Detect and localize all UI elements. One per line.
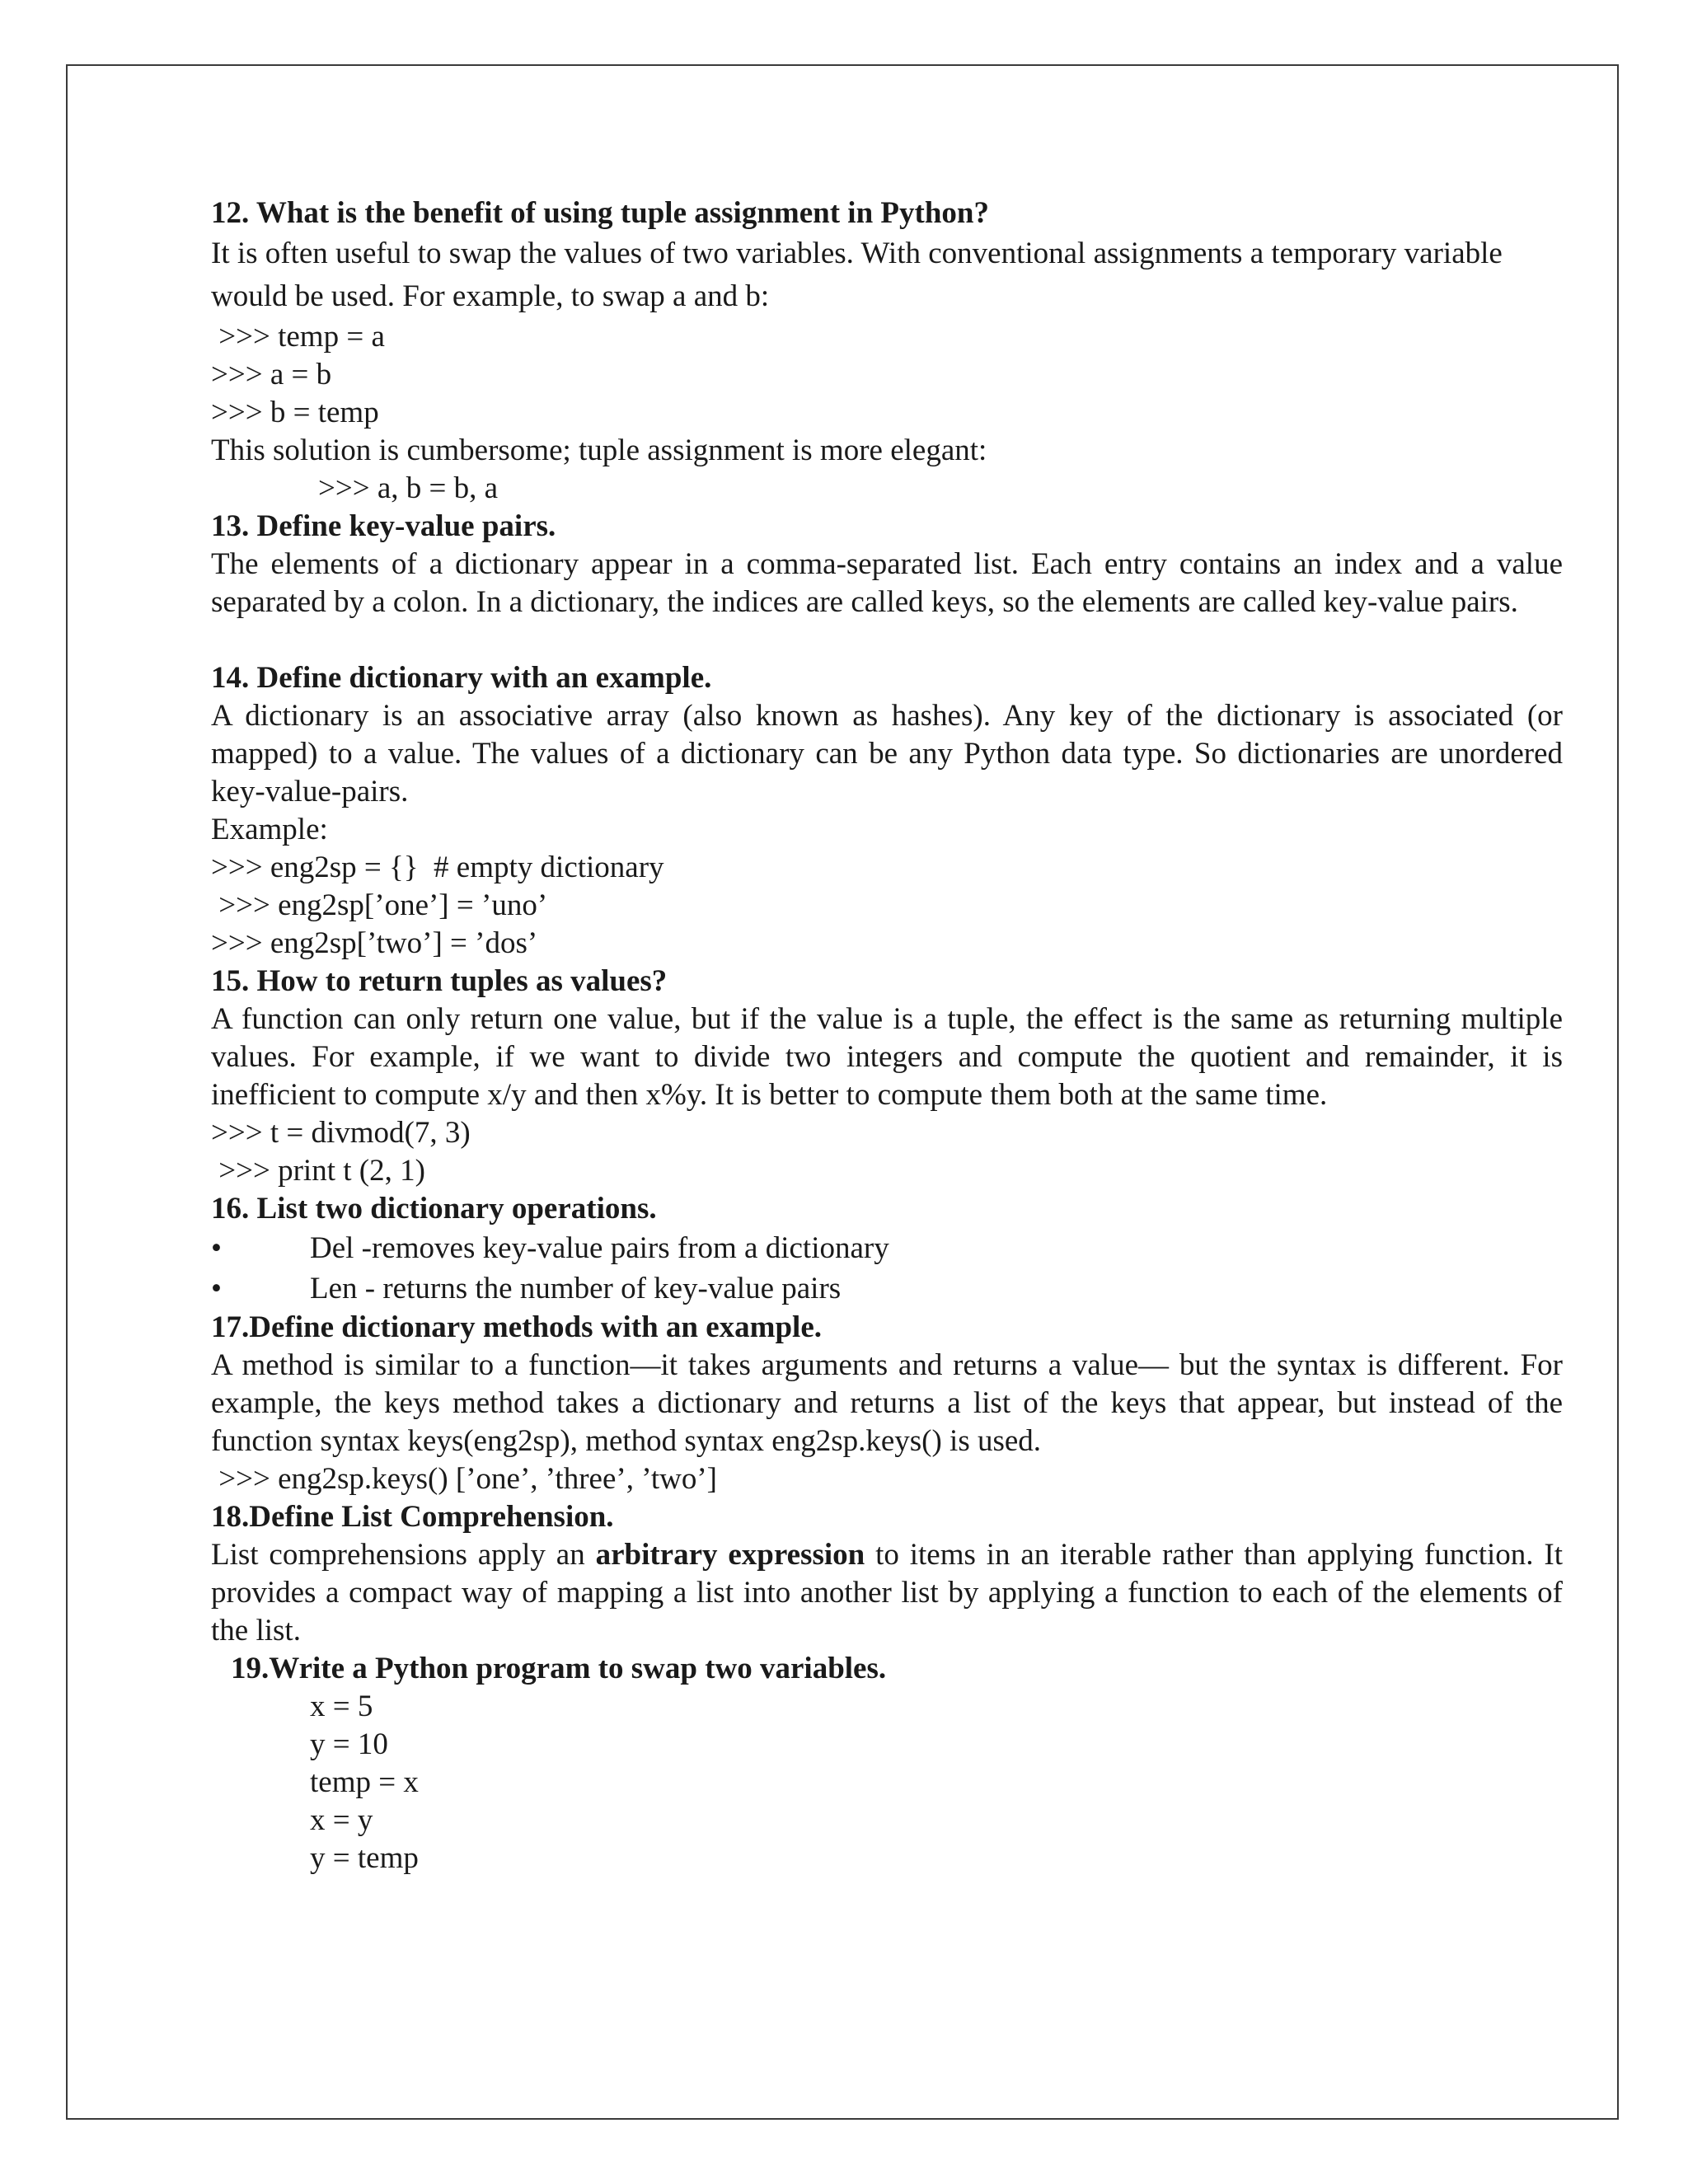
question-19 (211, 1650, 1563, 1877)
question-12-followup: This solution is cumbersome; tuple assignment is more elegant: (211, 434, 987, 467)
text-run: List comprehensions apply an (211, 1538, 596, 1572)
question-14 (211, 659, 1563, 963)
question-18 (211, 1498, 1563, 1650)
document-body (211, 194, 1563, 1877)
question-17-heading: 17.Define dictionary methods with an example. (211, 1310, 822, 1344)
spacer (211, 621, 1563, 659)
list-item-text: Len - returns the number of key-value pairs (310, 1272, 842, 1305)
code-line: >>> eng2sp.keys() [’one’, ’three’, ’two’] (211, 1462, 717, 1496)
question-15-heading: 15. How to return tuples as values? (211, 964, 668, 998)
code-line: y = temp (310, 1841, 419, 1875)
code-line: >>> temp = a (211, 320, 385, 354)
question-17 (211, 1309, 1563, 1498)
code-line: x = 5 (310, 1690, 373, 1723)
bold-term: arbitrary expression (595, 1538, 865, 1572)
code-line: >>> a, b = b, a (318, 471, 499, 505)
bullet-icon: • (211, 1272, 222, 1305)
text-run: to items in an iterable rather than applying function. It provides a compact way of mapping a list into another list by applying a function to each of the elements of the list. (211, 1538, 1563, 1647)
code-line: >>> t = divmod(7, 3) (211, 1116, 471, 1150)
question-19-heading: 19.Write a Python program to swap two variables. (231, 1652, 887, 1685)
list-item-text: Del -removes key-value pairs from a dictionary (310, 1231, 889, 1265)
bullet-icon: • (211, 1231, 222, 1265)
question-16-heading: 16. List two dictionary operations. (211, 1192, 657, 1226)
question-14-text: A dictionary is an associative array (also known as hashes). Any key of the dictionary is associated (or mapped) to a value. The values of a dictionary can be any Python data type. So dictionaries are unordered key-value-pairs. (211, 699, 1563, 808)
example-label: Example: (211, 813, 328, 846)
code-line: >>> eng2sp = {} # empty dictionary (211, 851, 664, 884)
question-14-heading: 14. Define dictionary with an example. (211, 661, 712, 695)
list-item (211, 1228, 1563, 1268)
code-line: >>> b = temp (211, 396, 379, 429)
list-item (211, 1268, 1563, 1309)
question-17-text: A method is similar to a function—it takes arguments and returns a value— but the syntax is different. For example, the keys method takes a dictionary and returns a list of the keys that appear, but instead of the function syntax keys(eng2sp), method syntax eng2sp.keys() is used. (211, 1348, 1563, 1458)
code-line: >>> a = b (211, 358, 332, 391)
question-13-heading: 13. Define key-value pairs. (211, 509, 556, 543)
question-15 (211, 963, 1563, 1190)
question-16 (211, 1190, 1563, 1309)
question-15-text: A function can only return one value, but if the value is a tuple, the effect is the same as returning multiple values. For example, if we want to divide two integers and compute the quotient and remainder, it is inefficient to compute x/y and then x%y. It is better to compute them both at the same time. (211, 1002, 1563, 1112)
question-18-heading: 18.Define List Comprehension. (211, 1500, 614, 1534)
code-line: >>> print t (2, 1) (211, 1154, 425, 1188)
question-18-text (211, 1536, 1563, 1650)
question-13 (211, 508, 1563, 621)
code-line: y = 10 (310, 1727, 388, 1761)
code-line: temp = x (310, 1765, 419, 1799)
question-12 (211, 194, 1563, 508)
code-line: >>> eng2sp[’one’] = ’uno’ (211, 888, 548, 922)
code-line: x = y (310, 1803, 373, 1837)
code-line: >>> eng2sp[’two’] = ’dos’ (211, 926, 538, 960)
question-13-text: The elements of a dictionary appear in a comma-separated list. Each entry contains an index and a value separated by a colon. In a dictionary, the indices are called keys, so the elements are called key-value pairs. (211, 547, 1563, 619)
question-12-heading: 12. What is the benefit of using tuple assignment in Python? (211, 196, 989, 230)
question-12-text: It is often useful to swap the values of two variables. With conventional assignments a temporary variable would be used. For example, to swap a and b: (211, 237, 1503, 313)
